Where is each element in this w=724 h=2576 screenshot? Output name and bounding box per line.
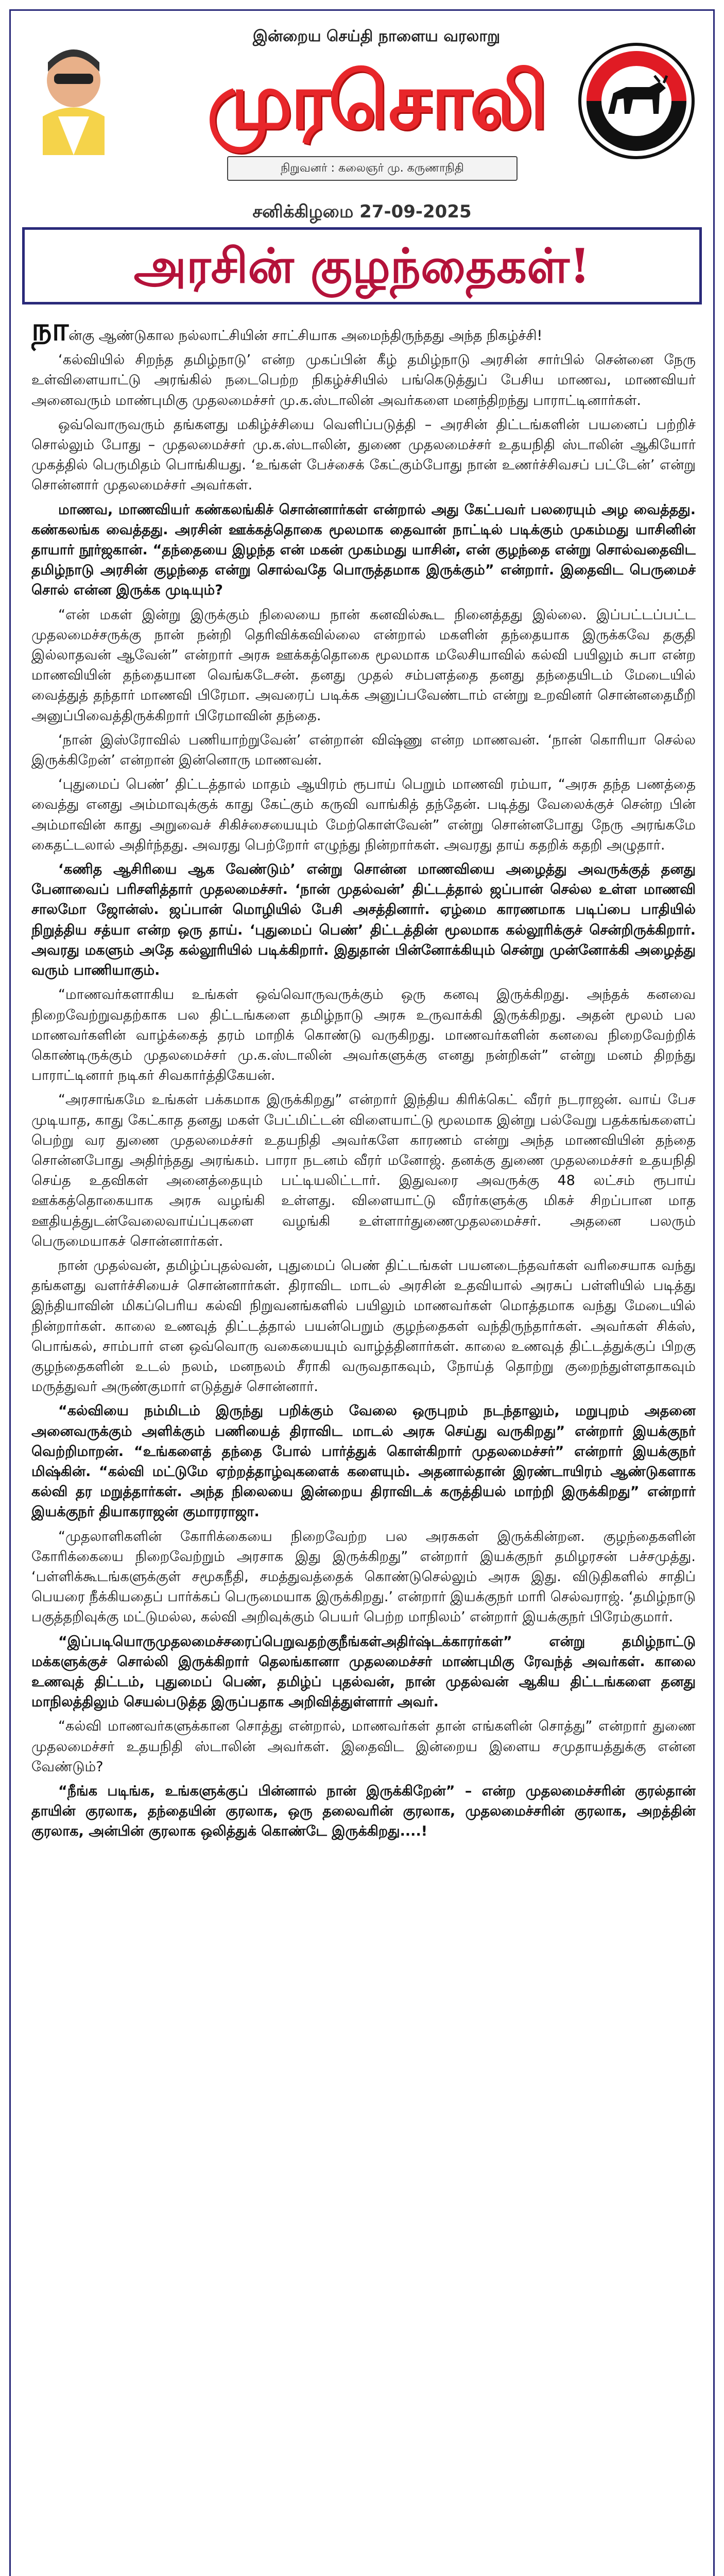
- newspaper-logo: முரசொலி: [206, 56, 546, 146]
- article-paragraph: ஒவ்வொருவரும் தங்களது மகிழ்ச்சியை வெளிப்படுத்தி – அரசின் திட்டங்களின் பயனைப் பற்றிச் சொல்லும் போது – முதலமைச்சர் மு.க.ஸ்டாலின், துணை முதலமைச்சர் உதயநிதி ஸ்டாலின் ஆகியோர் முகத்தில் பெருமிதம் பொங்கியது. ‘உங்கள் பேச்சைக் கேட்கும்போது நான் உணர்ச்சிவசப் பட்டேன்’ என்று சொன்னார் முதலமைச்சர் அவர்கள்.: [31, 416, 696, 494]
- article-paragraph: “கல்வியை நம்மிடம் இருந்து பறிக்கும் வேலை ஒருபுறம் நடந்தாலும், மறுபுறம் அதனை அனைவருக்கும் அளிக்கும் பணியைத் திராவிட மாடல் அரசு செய்து வருகிறது” என்றார் இயக்குநர் வெற்றிமாறன். “உங்களைத் தந்தை போல் பார்த்துக் கொள்கிறார் முதலமைச்சர்” என்றார் இயக்குநர் மிஷ்கின். “கல்வி மட்டுமே ஏற்றத்தாழ்வுகளைக் களையும். அதனால்தான் இரண்டாயிரம் ஆண்டுகளாக கல்வி தர மறுத்தார்கள். அந்த நிலையை இன்றைய திராவிடக் கருத்தியல் மாற்றி இருக்கிறது” என்றார் இயக்குநர் தியாகராஜன் குமாரராஜா.: [31, 1403, 696, 1520]
- headline: அரசின் குழந்தைகள்!: [133, 238, 591, 294]
- headline-box: [22, 227, 702, 304]
- article-paragraph: “முதலாளிகளின் கோரிக்கையை நிறைவேற்ற பல அரசுகள் இருக்கின்றன. குழந்தைகளின் கோரிக்கையை நிறைவேற்றும் அரசாக இது இருக்கிறது” என்றார் இயக்குநர் தமிழரசன் பச்சமுத்து. ‘பள்ளிக்கூடங்களுக்குள் சமூகநீதி, சமத்துவத்தைக் கொண்டுசெல்லும் அரசு இது. விடுதிகளில் சாதிப் பெயரை நீக்கியதைப் பார்க்கப் பெருமையாக இருக்கிறது.’ என்றார் இயக்குநர் மாரி செல்வராஜ். ‘தமிழ்நாடு பகுத்தறிவுக்கு மட்டுமல்ல, கல்வி அறிவுக்கும் பெயர் பெற்ற மாநிலம்’ என்றார் இயக்குநர் பிரேம்குமார்.: [31, 1528, 696, 1625]
- tagline: இன்றைய செய்தி நாளைய வரலாறு: [252, 27, 501, 45]
- founder-text: நிறுவனர் : கலைஞர் மு. கருணாநிதி: [281, 162, 464, 175]
- article-paragraph: ‘கணித ஆசிரியை ஆக வேண்டும்’ என்று சொன்ன மாணவியை அழைத்து அவருக்குத் தனது பேனாவைப் பரிசளித்தார் முதலமைச்சர். ‘நான் முதல்வன்’ திட்டத்தால் ஜப்பான் செல்ல உள்ள மாணவி சாலமோ ஜோன்ஸ். ஜப்பான் மொழியில் பேசி அசத்தினார். ஏழ்மை காரணமாக படிப்பை பாதியில் நிறுத்திய சத்யா என்ற ஒரு தாய். ‘புதுமைப் பெண்’ திட்டத்தின் மூலமாக கல்லூரிக்குச் சென்றிருக்கிறார். அவரது மகளும் அதே கல்லூரியில் படிக்கிறார். இதுதான் பின்னோக்கியும் சென்று முன்னோக்கி அழைத்து வரும் பாணியாகும்.: [31, 861, 696, 979]
- drop-cap: நா: [31, 319, 69, 348]
- masthead: [11, 11, 713, 299]
- article-paragraph: ‘புதுமைப் பெண்’ திட்டத்தால் மாதம் ஆயிரம் ரூபாய் பெறும் மாணவி ரம்யா, “அரசு தந்த பணத்தை வைத்து எனது அம்மாவுக்குக் காது கேட்கும் கருவி வாங்கித் தந்தேன். படித்து வேலைக்குச் சென்ற பின் அம்மாவின் காது அறுவைச் சிகிச்சையையும் மேற்கொள்வேன்” என்று சொன்னபோது நேரு அரங்கமே கைதட்டலால் அதிர்ந்தது. அவரது பெற்றோர் எழுந்து நின்றார்கள். அவரது தாய் கதறிக் கதறி அழுதார்.: [31, 776, 696, 853]
- article-paragraph: நான் முதல்வன், தமிழ்ப்புதல்வன், புதுமைப் பெண் திட்டங்கள் பயனடைந்தவர்கள் வரிசையாக வந்து தங்களது வளர்ச்சியைச் சொன்னார்கள். திராவிட மாடல் அரசின் உதவியால் அரசுப் பள்ளியில் படித்து இந்தியாவின் மிகப்பெரிய கல்வி நிறுவனங்களில் பயிலும் மாணவர்கள் மொத்தமாக வந்து மேடையில் நின்றார்கள். காலை உணவுத் திட்டத்தால் பயன்பெறும் குழந்தைகள் வந்திருந்தார்கள். அவர்கள் சிக்ஸ், பொங்கல், சாம்பார் என ஒவ்வொரு வகையையும் வாழ்த்தினார்கள். காலை உணவுத் திட்டத்துக்குப் பிறகு குழந்தைகளின் உடல் நலம், மனநலம் சீராகி வருவதாகவும், நோய்த் தொற்று குறைந்துள்ளதாகவும் மருத்துவர் அருண்குமார் எடுத்துச் சொன்னார்.: [31, 1257, 696, 1395]
- article-paragraph: ‘நான் இஸ்ரோவில் பணியாற்றுவேன்’ என்றான் விஷ்ணு என்ற மாணவன். ‘நான் கொரியா செல்ல இருக்கிறேன்’ என்றான் இன்னொரு மாணவன்.: [31, 732, 696, 769]
- article-paragraph: “அரசாங்கமே உங்கள் பக்கமாக இருக்கிறது” என்றார் இந்திய கிரிக்கெட் வீரர் நடராஜன். வாய் பேச முடியாத, காது கேட்காத தனது மகள் பேட்மிட்டன் விளையாட்டு மூலமாக இன்று பல்வேறு பதக்கங்களைப் பெற்று வர துணை முதலமைச்சர் உதயநிதி அவர்களே காரணம் என்று அந்த மாணவியின் தந்தை சொன்னபோது அதிர்ந்தது அரங்கம். பாரா நடனம் வீரர் மனோஜ். தனக்கு துணை முதலமைச்சர் உதயநிதி செய்த உதவிகள் அனைத்தையும் பட்டியலிட்டார். இதுவரை அவருக்கு 48 லட்சம் ரூபாய் ஊக்கத்தொகையாக அரசு வழங்கி உள்ளது. விளையாட்டு வீரர்களுக்கு மிகச் சிறப்பான மாத ஊதியத்துடன்வேலைவாய்ப்புகளை வழங்கி உள்ளார்துணைமுதலமைச்சர். அதனை பலரும் பெருமையாகச் சொன்னார்கள்.: [31, 1092, 696, 1249]
- article-paragraph-1: நான்கு ஆண்டுகால நல்லாட்சியின் சாட்சியாக அமைந்திருந்தது அந்த நிகழ்ச்சி!: [31, 319, 696, 346]
- article-paragraph: “இப்படியொருமுதலமைச்சரைப்பெறுவதற்குநீங்கள்அதிர்ஷ்டக்காரர்கள்” என்று தமிழ்நாட்டு மக்களுக்குச் சொல்லி இருக்கிறார் தெலங்கானா முதலமைச்சர் மாண்புமிகு ரேவந்த் அவர்கள். காலை உணவுத் திட்டம், புதுமைப் பெண், தமிழ்ப் புதல்வன், நான் முதல்வன் ஆகிய திட்டங்களை தனது மாநிலத்திலும் செயல்படுத்த இருப்பதாக அறிவித்துள்ளார் அவர்.: [31, 1633, 696, 1710]
- article-paragraph: “கல்வி மாணவர்களுக்கான சொத்து என்றால், மாணவர்கள் தான் எங்களின் சொத்து” என்றார் துணை முதலமைச்சர் உதயநிதி ஸ்டாலின் அவர்கள். இதைவிட இன்றைய இளைய சமுதாயத்துக்கு என்ன வேண்டும்?: [31, 1718, 696, 1775]
- article-paragraph: “நீங்க படிங்க, உங்களுக்குப் பின்னால் நான் இருக்கிறேன்” – என்ற முதலமைச்சரின் குரல்தான் தாயின் குரலாக, தந்தையின் குரலாக, ஒரு தலைவரின் குரலாக, முதலமைச்சரின் குரலாக, அறத்தின் குரலாக, அன்பின் குரலாக ஒலித்துக் கொண்டே இருக்கிறது....!: [31, 1783, 696, 1840]
- founder-line: [227, 156, 518, 181]
- publication-date: சனிக்கிழமை 27-09-2025: [252, 201, 472, 222]
- article-paragraph: ‘கல்வியில் சிறந்த தமிழ்நாடு’ என்ற முகப்பின் கீழ் தமிழ்நாடு அரசின் சார்பில் சென்னை நேரு உள்விளையாட்டு அரங்கில் நடைபெற்ற நிகழ்ச்சியில் பங்கெடுத்துப் பேசிய மாணவ, மாணவியர் அனைவரும் மாண்புமிகு முதலமைச்சர் மு.க.ஸ்டாலின் அவர்களை மனந்திறந்து பாராட்டினார்கள்.: [31, 352, 696, 409]
- party-emblem-icon: [577, 42, 696, 160]
- article-paragraph: “மாணவர்களாகிய உங்கள் ஒவ்வொருவருக்கும் ஒரு கனவு இருக்கிறது. அந்தக் கனவை நிறைவேற்றுவதற்காக பல திட்டங்களை தமிழ்நாடு அரசு உருவாக்கி இருக்கிறது. அதன் மூலம் பல மாணவர்களின் வாழ்க்கைத் தரம் மாறிக் கொண்டு வருகிறது. மாணவர்களின் கனவை நிறைவேற்றிக் கொண்டிருக்கும் முதலமைச்சர் மு.க.ஸ்டாலின் அவர்களுக்கு எனது நன்றிகள்” என்று மனம் திறந்து பாராட்டினார் நடிகர் சிவகார்த்திகேயன்.: [31, 987, 696, 1084]
- article-paragraph: “என் மகள் இன்று இருக்கும் நிலையை நான் கனவில்கூட நினைத்தது இல்லை. இப்பட்டப்பட்ட முதலமைச்சருக்கு நான் நன்றி தெரிவிக்கவில்லை என்றால் மகளின் தந்தையாக இருக்கவே தகுதி இல்லாதவன் ஆவேன்” என்றார் அரசு ஊக்கத்தொகை மூலமாக மலேசியாவில் கல்வி பயிலும் சுபா என்ற மாணவியின் தந்தையான வெங்கடேசன். தனது முதல் சம்பளத்தை தனது தந்தையிடம் மேடையில் வைத்துத் தந்தார் மாணவி பிரேமா. அவரைப் படிக்க அனுப்பவேண்டாம் என்று உறவினர் சொன்னதைமீறி அனுப்பிவைத்திருக்கிறார் பிரேமாவின் தந்தை.: [31, 606, 696, 724]
- founder-portrait: [22, 26, 125, 155]
- article-paragraph: மாணவ, மாணவியர் கண்கலங்கிச் சொன்னார்கள் என்றால் அது கேட்பவர் பலரையும் அழ வைத்தது. கண்கலங்க வைத்தது. அரசின் ஊக்கத்தொகை மூலமாக தைவான் நாட்டில் படிக்கும் முகம்மது யாசினின் தாயார் நூர்ஜகான். “தந்தையை இழந்த என் மகன் முகம்மது யாசின், என் குழந்தை என்று சொல்வதைவிட தமிழ்நாடு அரசின் குழந்தை என்று சொல்வதே பொருத்தமாக இருக்கும்” என்றார். இதைவிட பெருமைச் சொல் என்ன இருக்க முடியும்?: [31, 501, 696, 599]
- page-frame: [9, 9, 715, 2576]
- article-body: [31, 319, 696, 2576]
